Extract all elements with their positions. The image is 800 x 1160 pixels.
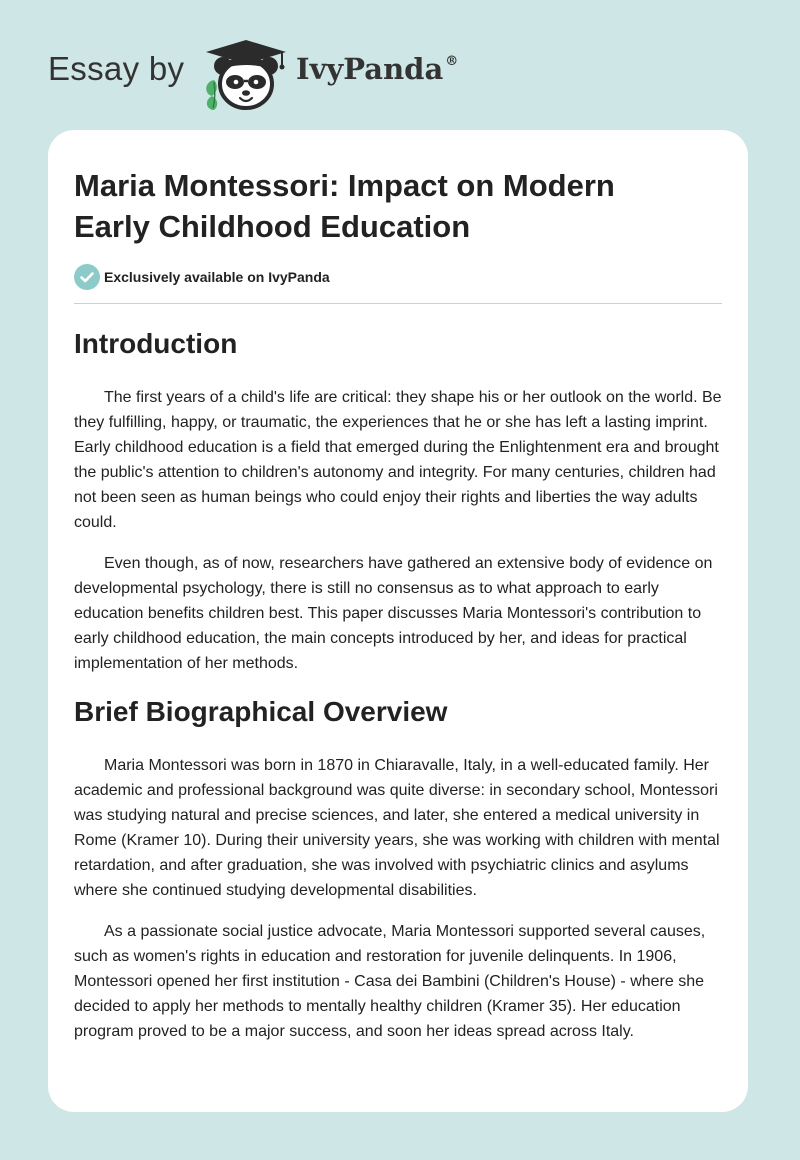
paragraph: Maria Montessori was born in 1870 in Chiaravalle, Italy, in a well-educated family. Her academic and professional background was quite diverse: in secondary school, Montessori was studying natural and precise sciences, and later, she entered a medical university in Rome (Kramer 10). During their university years, she was working with children with mental retardation, and after graduation, she was involved with psychiatric clinics and asylums where she continued studying developmental disabilities.	[74, 757, 720, 899]
paragraph: The first years of a child's life are critical: they shape his or her outlook on the world. Be they fulfilling, happy, or traumatic, the experiences that he or she has left a lasting imprint. Early childhood education is a field that emerged during the Enlightenment era and brought the public's attention to children's autonomy and integrity. For many centuries, children had not been seen as human beings who could enjoy their rights and liberties the way adults could.	[74, 389, 722, 531]
exclusive-badge	[74, 263, 330, 291]
section-heading-introduction: Introduction	[74, 328, 238, 359]
exclusive-badge-label: Exclusively available on IvyPanda	[104, 269, 330, 285]
registered-mark: ®	[445, 54, 459, 69]
site-header	[0, 0, 800, 130]
paragraph: As a passionate social justice advocate, Maria Montessori supported several causes, such as women's rights in education and restoration for juvenile delinquents. In 1906, Montessori opened her first institution - Casa dei Bambini (Children's House) - where she decided to apply her methods to mentally healthy children (Kramer 35). Her education program proved to be a major success, and soon her ideas spread across Italy.	[74, 923, 706, 1040]
paragraph: Even though, as of now, researchers have gathered an extensive body of evidence on developmental psychology, there is still no consensus as to what approach to early education benefits children best. This paper discusses Maria Montessori's contribution to early childhood education, the main concepts introduced by her, and ideas for practical implementation of her methods.	[74, 555, 713, 672]
title-divider	[74, 303, 722, 304]
essay-card	[48, 130, 748, 1112]
ivypanda-brand-name[interactable]	[296, 52, 458, 86]
essay-by-label: Essay by	[48, 50, 185, 87]
brand-text: IvyPanda	[296, 52, 444, 86]
check-circle-icon	[74, 264, 100, 290]
ivypanda-logo-icon[interactable]	[198, 36, 294, 112]
essay-title: Maria Montessori: Impact on Modern Early Childhood Education	[74, 168, 615, 244]
section-heading-biography: Brief Biographical Overview	[74, 696, 448, 727]
